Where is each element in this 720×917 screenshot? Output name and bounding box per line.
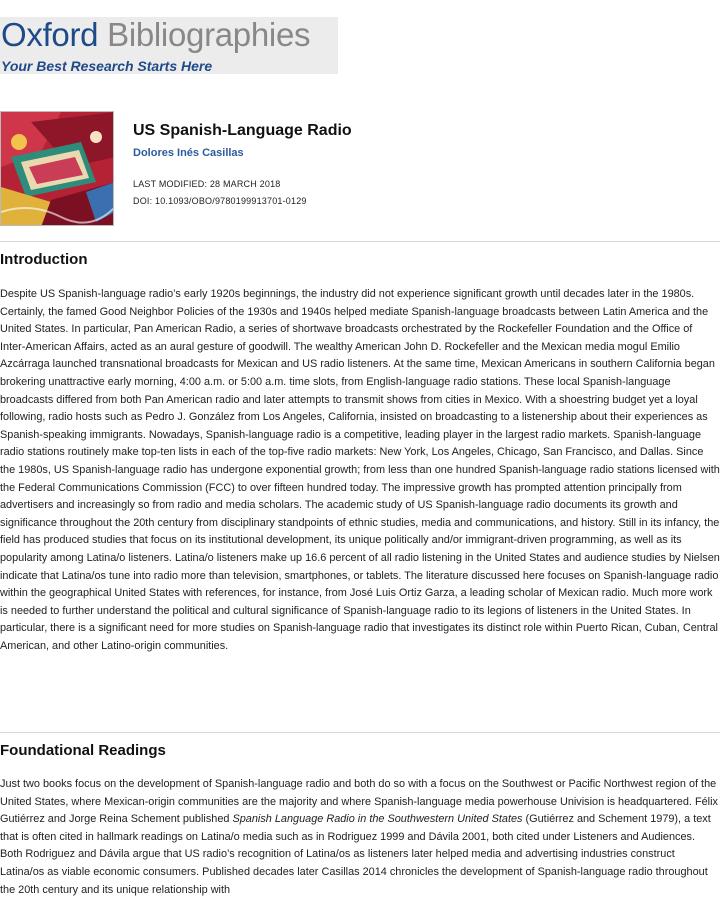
- oxford-bibliographies-logo[interactable]: [0, 17, 338, 74]
- doi: DOI: 10.1093/OBO/9780199913701-0129: [133, 196, 307, 206]
- foundational-readings-paragraph: [0, 776, 720, 899]
- paragraph-text: Just two books focus on the development of Spanish-language radio and both do so with a focus on the Southwest or Pacific Northwest region of the United States, where Mexican-origin communities are the majority and where Spanish-language media powerhouse Univision is headquartered. Félix Gutiérrez and Jorge Reina Schement published: [0, 778, 718, 826]
- last-modified: LAST MODIFIED: 28 MARCH 2018: [133, 179, 281, 189]
- divider: [0, 732, 720, 733]
- book-cover-art: [1, 112, 114, 226]
- introduction-paragraph: Despite US Spanish-language radio’s early 1920s beginnings, the industry did not experience significant growth until decades later in the 1980s. Certainly, the famed Good Neighbor Policies of the 1930s and 1940s helped mediate Spanish-language broadcasts between Latin America and the United States. In particular, Pan American Radio, a series of shortwave broadcasts orchestrated by the Rockefeller Foundation and the Office of Inter-American Affairs, acted as an aural gesture of goodwill. The wealthy American John D. Rockefeller and the Mexican media mogul Emilio Azcárraga launched transnational broadcasts for Mexican and US radio listeners. At the same time, Mexican Americans in southern California began brokering unattractive early morning, 4:00 a.m. or 5:00 a.m. time slots, from English-language radio stations. These local Spanish-language broadcasts differed from both Pan American radio and later attempts to transmit shows from cities in Mexico. With a shoestring budget yet a loyal following, radio hosts such as Pedro J. González from Los Angeles, California, insisted on broadcasting to a listenership about their experiences as Spanish-speaking immigrants. Nowadays, Spanish-language radio is a competitive, leading player in the largest radio markets. Spanish-language radio stations routinely make top-ten lists in each of the top-five radio markets: New York, Los Angeles, Chicago, San Francisco, and Dallas. Since the 1980s, US Spanish-language radio has undergone exponential growth; from less than one hundred Spanish-language radio stations licensed with the Federal Communications Commission (FCC) to over fifteen hundred today. The impressive growth has prompted attention principally from advertisers and increasingly so from radio and media scholars. The academic study of US Spanish-language radio documents its growth and significance throughout the 20th century from disciplinary standpoints of ethnic studies, media and communications, and history. Still in its infancy, the field has produced studies that focus on its institutional development, its unique politically and/or immigrant-driven programming, as well as its popularity among Latina/o listeners. Latina/o listeners make up 16.6 percent of all radio listening in the United States and audience studies by Nielsen indicate that Latina/os tune into radio more than television, smartphones, or tablets. The literature discussed here focuses on Spanish-language radio within the geographical United States with references, for instance, from José Luis Ortiz Garza, a leading scholar of Mexican radio. Much more work is needed to further understand the political and cultural significance of Spanish-language radio to its legions of listeners in the United States. In particular, there is a significant need for more studies on Spanish-language radio that investigates its distinct role within Puerto Rican, Cuban, Central American, and other Latino-origin communities.: [0, 288, 720, 652]
- logo-name-bibliographies: Bibliographies: [98, 16, 311, 53]
- article-author-link[interactable]: Dolores Inés Casillas: [133, 147, 244, 159]
- section-heading-foundational-readings: Foundational Readings: [0, 742, 166, 759]
- book-cover-image: [0, 111, 114, 226]
- article-title: US Spanish-Language Radio: [133, 122, 352, 139]
- divider: [0, 241, 720, 242]
- paragraph-text: (Gutiérrez and Schement 1979), a text that is often cited in hallmark readings on Latina/o media such as in Rodriguez 1999 and Dávila 2001, both cited under Listeners and Audiences. Both Rodriguez and Dávila argue that US radio’s recognition of Latina/os as listeners later helped media and advertising industries construct Latina/os as viable economic consumers. Published decades later Casillas 2014 chronicles the development of Spanish-language radio throughout the 20th century and its unique relationship with: [0, 813, 711, 896]
- logo-wordmark: [1, 16, 310, 54]
- section-heading-introduction: Introduction: [0, 251, 88, 268]
- logo-name-oxford: Oxford: [1, 16, 99, 53]
- book-title-italic: Spanish Language Radio in the Southwestern United States: [232, 813, 523, 826]
- logo-tagline: Your Best Research Starts Here: [1, 58, 213, 74]
